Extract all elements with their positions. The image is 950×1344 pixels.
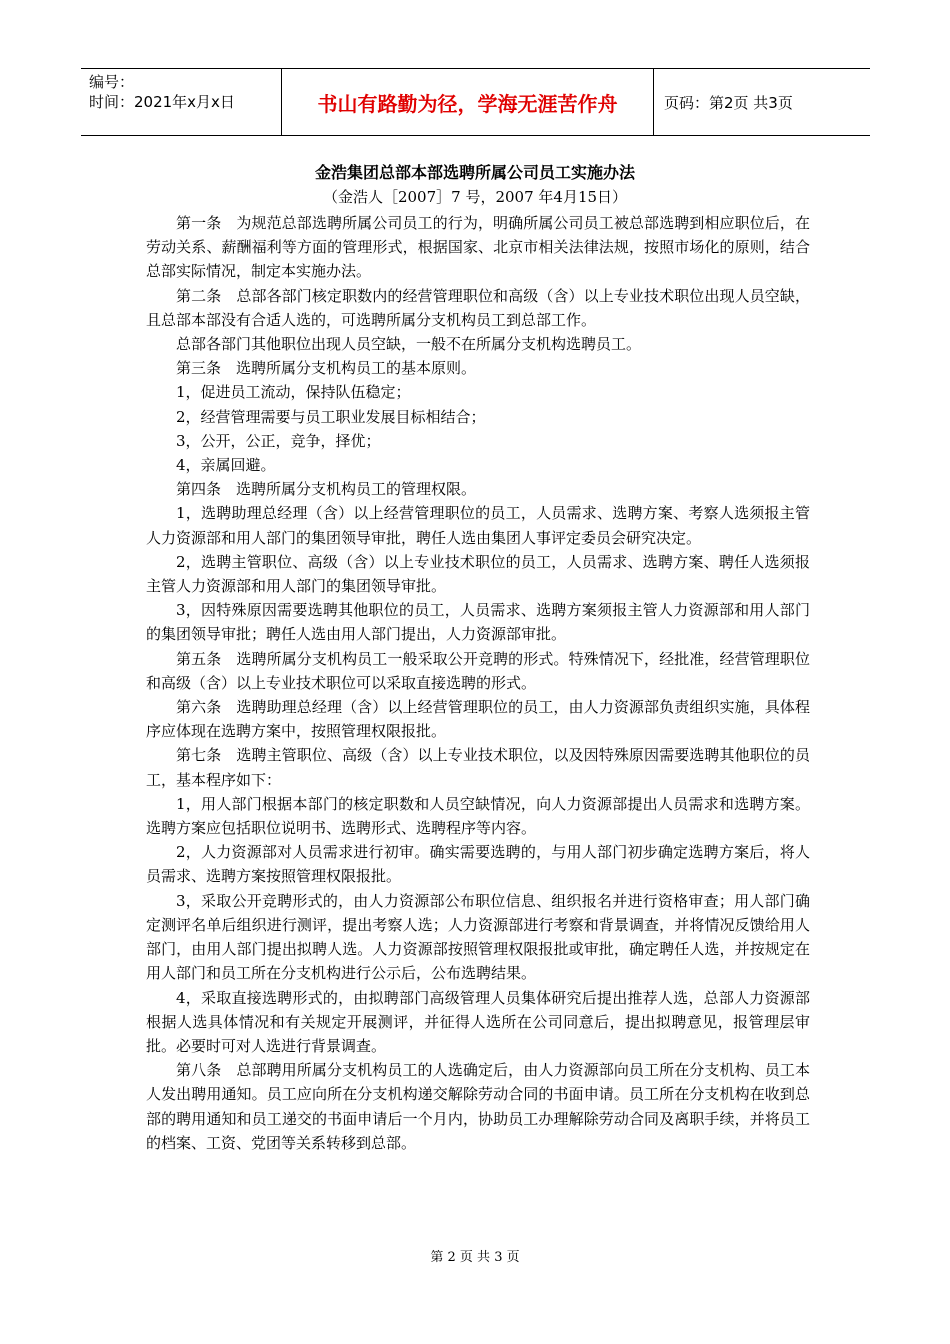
paragraph: 第五条 选聘所属分支机构员工一般采取公开竞聘的形式。特殊情况下，经批准，经营管理职位和高级（含）以上专业技术职位可以采取直接选聘的形式。 bbox=[146, 649, 810, 692]
paragraph: 第三条 选聘所属分支机构员工的基本原则。 bbox=[176, 359, 477, 378]
paragraph: 第四条 选聘所属分支机构员工的管理权限。 bbox=[176, 480, 477, 499]
page-info: 页码：第2页 共3页 bbox=[664, 93, 793, 112]
paragraph: 2，选聘主管职位、高级（含）以上专业技术职位的员工，人员需求、选聘方案、聘任人选须报主管人力资源部和用人部门的集团领导审批。 bbox=[146, 552, 810, 596]
motto: 书山有路勤为径，学海无涯苦作舟 bbox=[317, 91, 618, 116]
paragraph: 第八条 总部聘用所属分支机构员工的人选确定后，由人力资源部向员工所在分支机构、员工本人发出聘用通知。员工应向所在分支机构递交解除劳动合同的书面申请。员工所在分支机构在收到总部的聘用通知和员工递交的书面申请后一个月内，协助员工办理解除劳动合同及离职手续，并将员工的档案、工资、党团等关系转移到总部。 bbox=[146, 1061, 810, 1152]
page-footer: 第 2 页 共 3 页 bbox=[430, 1250, 520, 1265]
paragraph: 2，人力资源部对人员需求进行初审。确实需要选聘的，与用人部门初步确定选聘方案后，将人员需求、选聘方案按照管理权限报批。 bbox=[146, 843, 810, 886]
paragraph: 第二条 总部各部门核定职数内的经营管理职位和高级（含）以上专业技术职位出现人员空缺，且总部本部没有合适人选的，可选聘所属分支机构员工到总部工作。 bbox=[146, 286, 810, 329]
document-subtitle: （金浩人［2007］7 号，2007 年4月15日） bbox=[322, 188, 628, 206]
paragraph: 4，亲属回避。 bbox=[176, 456, 276, 475]
paragraph: 第六条 选聘助理总经理（含）以上经营管理职位的员工，由人力资源部负责组织实施，具体程序应体现在选聘方案中，按照管理权限报批。 bbox=[146, 698, 810, 741]
paragraph: 2，经营管理需要与员工职业发展目标相结合； bbox=[176, 407, 486, 426]
document-title: 金浩集团总部本部选聘所属公司员工实施办法 bbox=[314, 163, 635, 182]
paragraph: 1，用人部门根据本部门的核定职数和人员空缺情况，向人力资源部提出人员需求和选聘方案。选聘方案应包括职位说明书、选聘形式、选聘程序等内容。 bbox=[146, 794, 810, 838]
paragraph: 1，选聘助理总经理（含）以上经营管理职位的员工，人员需求、选聘方案、考察人选须报主管人力资源部和用人部门的集团领导审批，聘任人选由集团人事评定委员会研究决定。 bbox=[146, 504, 810, 547]
paragraph: 3，公开，公正，竞争，择优； bbox=[176, 431, 381, 450]
paragraph: 3，采取公开竞聘形式的，由人力资源部公布职位信息、组织报名并进行资格审查；用人部门确定测评名单后组织进行测评，提出考察人选；人力资源部进行考察和背景调查，并将情况反馈给用人部门，由用人部门提出拟聘人选。人力资源部按照管理权限报批或审批，确定聘任人选，并按规定在用人部门和员工所在分支机构进行公示后，公布选聘结果。 bbox=[146, 891, 810, 983]
paragraph: 4，采取直接选聘形式的，由拟聘部门高级管理人员集体研究后提出推荐人选，总部人力资源部根据人选具体情况和有关规定开展测评，并征得人选所在公司同意后，提出拟聘意见，报管理层审批。必要时可对人选进行背景调查。 bbox=[146, 988, 810, 1055]
header-motto-cell bbox=[281, 69, 654, 135]
document-body bbox=[146, 211, 810, 1155]
paragraph: 总部各部门其他职位出现人员空缺，一般不在所属分支机构选聘员工。 bbox=[176, 335, 642, 354]
header-meta bbox=[81, 69, 281, 135]
paragraph: 1，促进员工流动，保持队伍稳定； bbox=[176, 383, 411, 402]
number-label: 编号： bbox=[89, 73, 135, 91]
time-label: 时间：2021年x月x日 bbox=[89, 93, 235, 111]
page-header bbox=[81, 68, 870, 136]
paragraph: 第一条 为规范总部选聘所属公司员工的行为，明确所属公司员工被总部选聘到相应职位后，在劳动关系、薪酬福利等方面的管理形式，根据国家、北京市相关法律法规，按照市场化的原则，结合总部实际情况，制定本实施办法。 bbox=[146, 214, 810, 281]
paragraph: 第七条 选聘主管职位、高级（含）以上专业技术职位，以及因特殊原因需要选聘其他职位的员工，基本程序如下： bbox=[146, 746, 810, 789]
paragraph: 3，因特殊原因需要选聘其他职位的员工，人员需求、选聘方案须报主管人力资源部和用人部门的集团领导审批；聘任人选由用人部门提出，人力资源部审批。 bbox=[146, 601, 810, 644]
